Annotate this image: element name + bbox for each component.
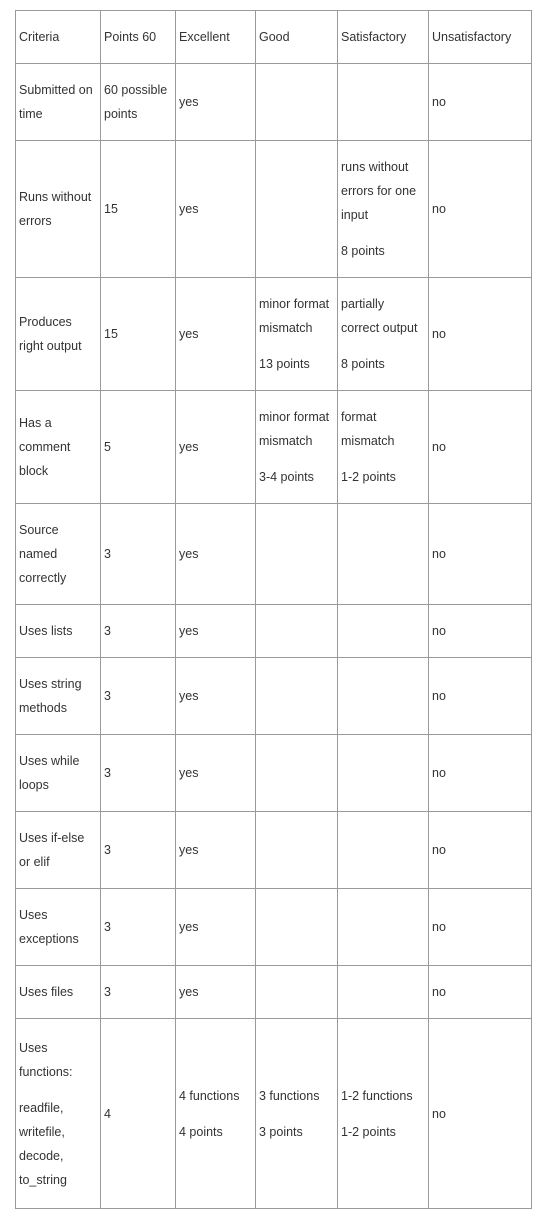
points-cell — [101, 391, 176, 504]
unsatisfactory-cell: no — [429, 141, 532, 278]
cell-paragraph — [259, 465, 337, 489]
cell-text: 3 — [104, 920, 111, 934]
good-cell — [256, 141, 338, 278]
cell-text: named — [19, 547, 58, 561]
unsatisfactory-cell: no — [429, 391, 532, 504]
unsatisfactory-cell: no — [429, 889, 532, 966]
rubric-body — [16, 64, 532, 1209]
rubric-table — [15, 10, 532, 1209]
cell-text: 3 — [104, 624, 111, 638]
cell-text: Uses if-else — [19, 831, 85, 845]
cell-text: 3 — [104, 547, 111, 561]
cell-text: runs without — [341, 160, 409, 174]
satisfactory-cell — [338, 64, 429, 141]
cell-text: yes — [179, 440, 199, 454]
header-excellent: Excellent — [176, 11, 256, 64]
rubric-row — [16, 504, 532, 605]
excellent-cell — [176, 64, 256, 141]
good-cell — [256, 735, 338, 812]
cell-text: block — [19, 464, 49, 478]
paragraph-gap — [341, 1108, 428, 1120]
cell-text: 3 — [104, 985, 111, 999]
good-cell — [256, 966, 338, 1019]
rubric-row — [16, 889, 532, 966]
unsatisfactory-cell: no — [429, 605, 532, 658]
excellent-cell — [176, 141, 256, 278]
good-cell — [256, 605, 338, 658]
excellent-cell — [176, 812, 256, 889]
excellent-cell — [176, 504, 256, 605]
satisfactory-cell — [338, 658, 429, 735]
cell-text: Uses while — [19, 754, 80, 768]
cell-paragraph — [341, 352, 428, 376]
satisfactory-cell — [338, 1019, 429, 1209]
cell-paragraph — [179, 619, 255, 643]
points-cell — [101, 278, 176, 391]
rubric-row — [16, 812, 532, 889]
cell-text: input — [341, 208, 369, 222]
cell-text: functions: — [19, 1064, 73, 1079]
header-unsatisfactory: Unsatisfactory — [429, 11, 532, 64]
criteria-cell — [16, 504, 101, 605]
paragraph-gap — [259, 1108, 337, 1120]
header-criteria: Criteria — [16, 11, 101, 64]
satisfactory-cell — [338, 889, 429, 966]
cell-text: exceptions — [19, 932, 79, 946]
cell-text: Produces — [19, 315, 72, 329]
points-cell — [101, 1019, 176, 1209]
good-cell — [256, 889, 338, 966]
cell-text: yes — [179, 920, 199, 934]
satisfactory-cell — [338, 141, 429, 278]
criteria-cell — [16, 141, 101, 278]
cell-paragraph — [341, 292, 428, 340]
points-cell — [101, 504, 176, 605]
cell-text: 3 points — [259, 1124, 303, 1139]
cell-paragraph — [259, 352, 337, 376]
header-row — [16, 11, 532, 64]
cell-text: correctly — [19, 571, 67, 585]
cell-text: to_string — [19, 1172, 67, 1187]
header-points: Points 60 — [101, 11, 176, 64]
criteria-cell — [16, 812, 101, 889]
satisfactory-cell — [338, 605, 429, 658]
unsatisfactory-cell: no — [429, 64, 532, 141]
unsatisfactory-cell: no — [429, 504, 532, 605]
cell-paragraph — [179, 1120, 255, 1144]
paragraph-gap — [341, 453, 428, 465]
cell-paragraph — [341, 155, 428, 227]
cell-text: yes — [179, 624, 199, 638]
satisfactory-cell — [338, 966, 429, 1019]
cell-paragraph — [341, 405, 428, 453]
cell-paragraph — [341, 1084, 428, 1108]
cell-text: 3 — [104, 689, 111, 703]
points-cell — [101, 658, 176, 735]
cell-text: 1-2 functions — [341, 1088, 413, 1103]
cell-paragraph — [19, 1036, 100, 1084]
excellent-cell — [176, 735, 256, 812]
paragraph-gap — [259, 340, 337, 352]
cell-text: Runs without — [19, 190, 92, 204]
excellent-cell — [176, 966, 256, 1019]
unsatisfactory-cell: no — [429, 966, 532, 1019]
satisfactory-cell — [338, 391, 429, 504]
cell-text: Has a — [19, 416, 52, 430]
paragraph-gap — [19, 1084, 100, 1096]
cell-text: mismatch — [259, 321, 313, 335]
cell-text: 1-2 points — [341, 470, 396, 484]
good-cell — [256, 64, 338, 141]
cell-paragraph — [259, 1084, 337, 1108]
cell-paragraph — [179, 435, 255, 459]
cell-paragraph — [341, 465, 428, 489]
satisfactory-cell — [338, 812, 429, 889]
cell-paragraph — [179, 980, 255, 1004]
excellent-cell — [176, 605, 256, 658]
cell-text: 3 — [104, 766, 111, 780]
header-satisfactory: Satisfactory — [338, 11, 429, 64]
cell-paragraph — [259, 292, 337, 340]
cell-text: comment — [19, 440, 71, 454]
cell-text: yes — [179, 202, 199, 216]
cell-text: 8 points — [341, 357, 385, 371]
cell-text: 1-2 points — [341, 1124, 396, 1139]
satisfactory-cell — [338, 504, 429, 605]
cell-paragraph — [179, 761, 255, 785]
cell-text: errors — [19, 214, 52, 228]
cell-text: yes — [179, 843, 199, 857]
rubric-row — [16, 141, 532, 278]
cell-text: 3 functions — [259, 1088, 320, 1103]
cell-paragraph — [179, 90, 255, 114]
cell-text: yes — [179, 766, 199, 780]
cell-text: partially — [341, 297, 385, 311]
cell-text: readfile, — [19, 1100, 64, 1115]
cell-text: mismatch — [259, 434, 313, 448]
cell-text: time — [19, 107, 43, 121]
cell-text: 8 points — [341, 244, 385, 258]
cell-text: decode, — [19, 1148, 64, 1163]
unsatisfactory-cell: no — [429, 735, 532, 812]
cell-text: 3 — [104, 843, 111, 857]
unsatisfactory-cell: no — [429, 812, 532, 889]
rubric-row — [16, 735, 532, 812]
cell-text: writefile, — [19, 1124, 65, 1139]
cell-text: Uses — [19, 1040, 48, 1055]
criteria-cell — [16, 1019, 101, 1209]
cell-paragraph — [179, 838, 255, 862]
points-cell — [101, 812, 176, 889]
cell-paragraph — [179, 684, 255, 708]
cell-text: Uses lists — [19, 624, 73, 638]
cell-text: Uses files — [19, 985, 74, 999]
excellent-cell — [176, 391, 256, 504]
excellent-cell — [176, 1019, 256, 1209]
cell-text: 5 — [104, 440, 111, 454]
cell-paragraph — [341, 1120, 428, 1144]
cell-text: yes — [179, 985, 199, 999]
cell-text: 4 points — [179, 1124, 223, 1139]
paragraph-gap — [259, 453, 337, 465]
criteria-cell — [16, 658, 101, 735]
criteria-cell — [16, 391, 101, 504]
unsatisfactory-cell: no — [429, 278, 532, 391]
cell-text: 4 — [104, 1106, 111, 1121]
paragraph-gap — [341, 340, 428, 352]
points-cell — [101, 64, 176, 141]
cell-text: minor format — [259, 297, 330, 311]
cell-text: right output — [19, 339, 82, 353]
paragraph-gap — [341, 227, 428, 239]
rubric-row — [16, 64, 532, 141]
good-cell — [256, 812, 338, 889]
cell-text: correct output — [341, 321, 418, 335]
cell-paragraph — [19, 1096, 100, 1192]
cell-text: or elif — [19, 855, 50, 869]
cell-text: yes — [179, 689, 199, 703]
rubric-row — [16, 391, 532, 504]
unsatisfactory-cell: no — [429, 658, 532, 735]
points-cell — [101, 605, 176, 658]
satisfactory-cell — [338, 278, 429, 391]
good-cell — [256, 658, 338, 735]
cell-paragraph — [179, 197, 255, 221]
unsatisfactory-cell: no — [429, 1019, 532, 1209]
cell-text: yes — [179, 95, 199, 109]
cell-text: 15 — [104, 327, 118, 341]
header-good: Good — [256, 11, 338, 64]
rubric-row — [16, 605, 532, 658]
cell-text: 4 functions — [179, 1088, 240, 1103]
cell-text: 15 — [104, 202, 118, 216]
cell-text: Uses — [19, 908, 48, 922]
satisfactory-cell — [338, 735, 429, 812]
excellent-cell — [176, 658, 256, 735]
rubric-row — [16, 278, 532, 391]
rubric-row — [16, 966, 532, 1019]
criteria-cell — [16, 278, 101, 391]
criteria-cell — [16, 735, 101, 812]
excellent-cell — [176, 278, 256, 391]
cell-paragraph — [179, 542, 255, 566]
points-cell — [101, 966, 176, 1019]
cell-paragraph — [179, 1084, 255, 1108]
cell-paragraph — [259, 1120, 337, 1144]
cell-text: errors for one — [341, 184, 417, 198]
cell-text: yes — [179, 327, 199, 341]
points-cell — [101, 141, 176, 278]
cell-text: Uses string — [19, 677, 82, 691]
cell-paragraph — [179, 322, 255, 346]
cell-text: yes — [179, 547, 199, 561]
criteria-cell — [16, 966, 101, 1019]
cell-text: format — [341, 410, 377, 424]
paragraph-gap — [179, 1108, 255, 1120]
good-cell — [256, 278, 338, 391]
cell-text: loops — [19, 778, 49, 792]
rubric-row — [16, 1019, 532, 1209]
criteria-cell — [16, 605, 101, 658]
cell-text: mismatch — [341, 434, 395, 448]
cell-text: Submitted on — [19, 83, 93, 97]
cell-text: minor format — [259, 410, 330, 424]
cell-text: 3-4 points — [259, 470, 314, 484]
excellent-cell — [176, 889, 256, 966]
cell-text: 13 points — [259, 357, 310, 371]
cell-paragraph — [179, 915, 255, 939]
good-cell — [256, 1019, 338, 1209]
cell-text: methods — [19, 701, 67, 715]
cell-paragraph — [341, 239, 428, 263]
points-cell — [101, 889, 176, 966]
points-cell — [101, 735, 176, 812]
cell-text: Source — [19, 523, 59, 537]
criteria-cell — [16, 889, 101, 966]
cell-text: 60 possible — [104, 83, 168, 97]
cell-text: points — [104, 107, 138, 121]
rubric-row — [16, 658, 532, 735]
good-cell — [256, 391, 338, 504]
good-cell — [256, 504, 338, 605]
criteria-cell — [16, 64, 101, 141]
cell-paragraph — [259, 405, 337, 453]
